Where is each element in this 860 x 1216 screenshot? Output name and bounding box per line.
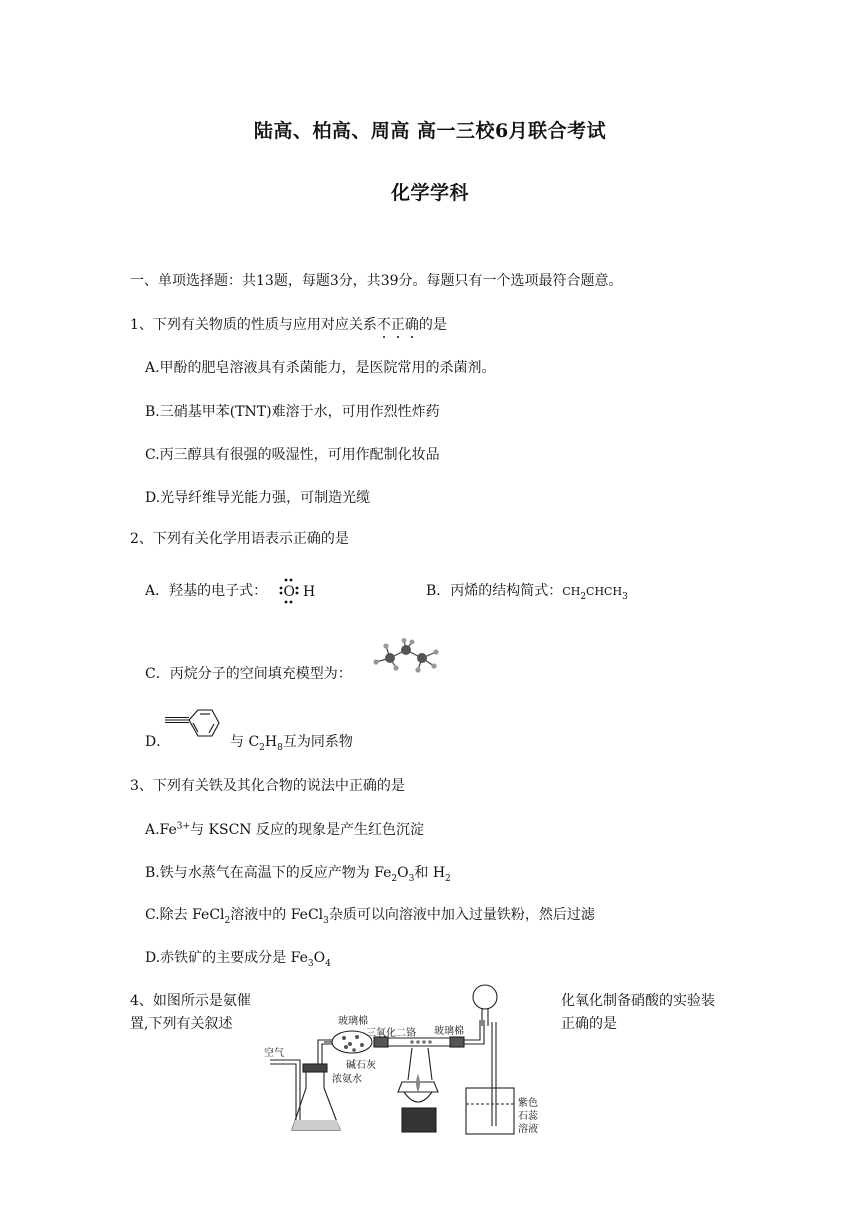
label-glass-wool-1: 玻璃棉: [338, 1016, 368, 1027]
propane-model-icon: [368, 638, 448, 674]
balloon-flask-icon: [470, 984, 500, 1026]
q4-stem-line1-left: 4、如图所示是氨催: [130, 993, 251, 1009]
label-glass-wool-2: 玻璃棉: [434, 1026, 464, 1037]
q3-option-c: C.除去 FeCl$_2$溶液中的 FeCl$_3$杂质可以向溶液中加入过量铁粉，然后过滤: [145, 907, 595, 926]
q1-option-d: D.光导纤维导光能力强，可制造光缆: [145, 490, 371, 506]
q3-option-b: B.铁与水蒸气在高温下的反应产物为 $Fe_2O_3$和 $H_2$: [145, 865, 451, 884]
q3-option-d: D.赤铁矿的主要成分是 $Fe_3O_4$: [145, 950, 331, 969]
electron-formula-o: O: [283, 584, 295, 600]
exam-subtitle: 化学学科: [390, 182, 469, 204]
q1-option-c: C.丙三醇具有很强的吸湿性，可用作配制化妆品: [145, 447, 440, 463]
q2-stem: 2、下列有关化学用语表示正确的是: [130, 531, 349, 547]
q2-option-b: B．丙烯的结构简式：$CH_2CHCH_3$: [426, 583, 628, 602]
hydroxyl-electron-dot-formula: [275, 574, 325, 606]
label-litmus-1: 紫色: [518, 1098, 538, 1109]
section-heading: 一、单项选择题：共13题，每题3分，共39分。每题只有一个选项最符合题意。: [130, 273, 623, 289]
label-cr2o3: 三氧化二铬: [366, 1028, 416, 1039]
q1-option-a: A.甲酚的肥皂溶液具有杀菌能力，是医院常用的杀菌剂。: [145, 360, 496, 376]
electron-formula-h: H: [303, 584, 316, 600]
exam-title: 陆高、柏高、周高 高一三校6月联合考试: [253, 120, 607, 142]
label-air: 空气: [264, 1048, 284, 1059]
q3-stem: 3、下列有关铁及其化合物的说法中正确的是: [130, 778, 405, 794]
q2-option-a-label: A．羟基的电子式：: [145, 583, 268, 599]
q4-stem-line2-right: 正确的是: [561, 1016, 617, 1032]
q2-option-d: 与 $C_2H_8$互为同系物: [230, 734, 353, 753]
q1-option-b: B.三硝基甲苯(TNT)难溶于水，可用作烈性炸药: [145, 404, 440, 420]
q1-stem-suffix: 的是: [418, 317, 447, 333]
ammonia-oxidation-apparatus-diagram: [262, 1008, 552, 1140]
q1-stem-prefix: 1、下列有关物质的性质与应用对应关系: [130, 317, 377, 333]
q2-option-a: [145, 582, 267, 600]
q4-stem-line2-left: 置,下列有关叙述: [130, 1016, 233, 1032]
q1-stem-emphasis: 不正确: [377, 317, 419, 333]
label-ammonia: 浓氨水: [332, 1074, 362, 1085]
q2-option-d-label: D．: [145, 734, 171, 750]
label-litmus-3: 溶液: [518, 1124, 538, 1135]
label-soda-lime: 碱石灰: [346, 1060, 376, 1071]
q1-stem: [130, 316, 447, 334]
q3-option-a: $A.Fe^{3+}$与 KSCN 反应的现象是产生红色沉淀: [145, 821, 424, 838]
q4-stem-line1-right: 化氧化制备硝酸的实验装: [561, 993, 715, 1009]
label-litmus-2: 石蕊: [518, 1111, 538, 1122]
phenylacetylene-structure-icon: [163, 707, 225, 749]
q2-option-c: C．丙烷分子的空间填充模型为：: [145, 666, 352, 682]
